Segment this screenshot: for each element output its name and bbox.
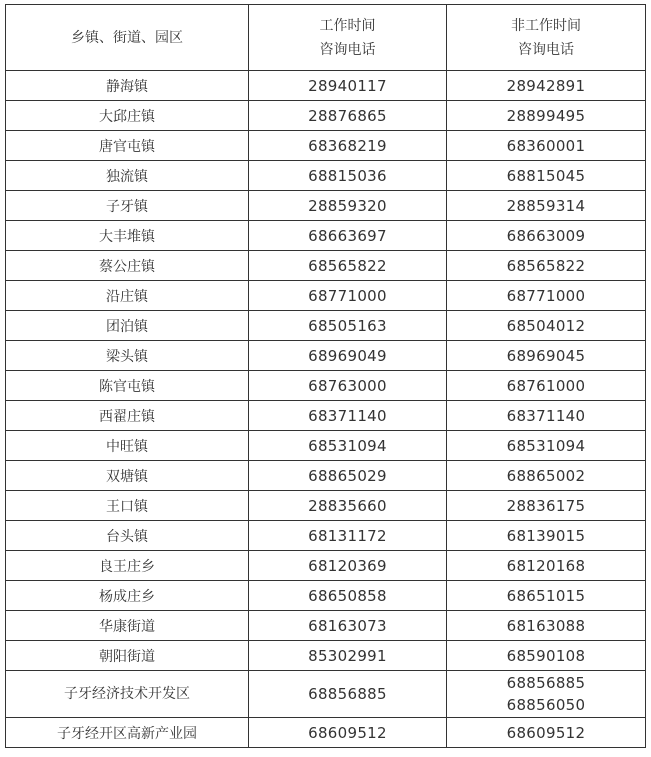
area-cell: 西翟庄镇 bbox=[6, 401, 249, 431]
work-phone-cell: 68131172 bbox=[249, 521, 447, 551]
contact-table bbox=[5, 4, 646, 748]
area-cell: 良王庄乡 bbox=[6, 551, 249, 581]
off-hours-phone-cell bbox=[447, 371, 646, 401]
off-hours-phone: 28942891 bbox=[506, 76, 586, 95]
off-hours-phone-cell bbox=[447, 161, 646, 191]
table-row bbox=[6, 611, 646, 641]
off-hours-phone: 68590108 bbox=[506, 646, 586, 665]
off-hours-phone-cell bbox=[447, 718, 646, 748]
table-row bbox=[6, 461, 646, 491]
off-hours-phone-cell bbox=[447, 341, 646, 371]
off-hours-phone: 68651015 bbox=[506, 586, 586, 605]
area-cell: 沿庄镇 bbox=[6, 281, 249, 311]
table-row bbox=[6, 101, 646, 131]
area-cell: 团泊镇 bbox=[6, 311, 249, 341]
off-hours-phone: 68663009 bbox=[506, 226, 586, 245]
table-row bbox=[6, 431, 646, 461]
work-phone-cell: 68815036 bbox=[249, 161, 447, 191]
work-phone-cell: 68609512 bbox=[249, 718, 447, 748]
work-phone-cell: 68865029 bbox=[249, 461, 447, 491]
off-hours-phone-cell bbox=[447, 581, 646, 611]
work-phone-cell: 85302991 bbox=[249, 641, 447, 671]
area-cell: 子牙镇 bbox=[6, 191, 249, 221]
off-hours-phone-cell bbox=[447, 281, 646, 311]
off-hours-phone-cell bbox=[447, 431, 646, 461]
table-header-row bbox=[6, 5, 646, 71]
work-phone-cell: 68763000 bbox=[249, 371, 447, 401]
header-off-line1: 非工作时间 bbox=[511, 17, 581, 34]
off-hours-phone: 68865002 bbox=[506, 466, 586, 485]
off-hours-phone: 68565822 bbox=[506, 256, 586, 275]
work-phone-cell: 68856885 bbox=[249, 671, 447, 718]
table-body bbox=[6, 71, 646, 748]
header-work-line1: 工作时间 bbox=[319, 17, 376, 34]
work-phone-cell: 28940117 bbox=[249, 71, 447, 101]
table-row bbox=[6, 641, 646, 671]
off-hours-phone: 28836175 bbox=[506, 496, 586, 515]
area-cell: 大丰堆镇 bbox=[6, 221, 249, 251]
off-hours-phone: 68856885 bbox=[506, 674, 586, 692]
area-cell: 梁头镇 bbox=[6, 341, 249, 371]
area-cell: 子牙经济技术开发区 bbox=[6, 671, 249, 718]
off-hours-phone-cell bbox=[447, 461, 646, 491]
off-hours-phone: 68120168 bbox=[506, 556, 586, 575]
off-hours-phone: 68504012 bbox=[506, 316, 586, 335]
off-hours-phone-cell bbox=[447, 611, 646, 641]
area-cell: 唐官屯镇 bbox=[6, 131, 249, 161]
table-row bbox=[6, 371, 646, 401]
table-row bbox=[6, 521, 646, 551]
area-cell: 独流镇 bbox=[6, 161, 249, 191]
off-hours-phone-cell bbox=[447, 101, 646, 131]
table-row bbox=[6, 401, 646, 431]
table-row bbox=[6, 221, 646, 251]
off-hours-phone-cell bbox=[447, 131, 646, 161]
table-row bbox=[6, 251, 646, 281]
off-hours-phone: 68815045 bbox=[506, 166, 586, 185]
work-phone-cell: 28859320 bbox=[249, 191, 447, 221]
area-cell: 蔡公庄镇 bbox=[6, 251, 249, 281]
header-off-line2: 咨询电话 bbox=[518, 41, 574, 58]
work-phone-cell: 68505163 bbox=[249, 311, 447, 341]
off-hours-phone: 68531094 bbox=[506, 436, 586, 455]
area-cell: 大邱庄镇 bbox=[6, 101, 249, 131]
off-hours-phone-cell bbox=[447, 221, 646, 251]
work-phone-cell: 68565822 bbox=[249, 251, 447, 281]
off-hours-phone: 68761000 bbox=[506, 376, 586, 395]
off-hours-phone: 68969045 bbox=[506, 346, 586, 365]
table-row bbox=[6, 161, 646, 191]
area-cell: 陈官屯镇 bbox=[6, 371, 249, 401]
table-row bbox=[6, 491, 646, 521]
work-phone-cell: 68650858 bbox=[249, 581, 447, 611]
off-hours-phone: 28859314 bbox=[506, 196, 586, 215]
area-cell: 子牙经开区高新产业园 bbox=[6, 718, 249, 748]
area-cell: 中旺镇 bbox=[6, 431, 249, 461]
area-cell: 静海镇 bbox=[6, 71, 249, 101]
off-hours-phone: 68371140 bbox=[506, 406, 586, 425]
off-hours-phone: 68360001 bbox=[506, 136, 586, 155]
table-row bbox=[6, 671, 646, 718]
off-hours-phone-cell bbox=[447, 671, 646, 718]
table-row bbox=[6, 71, 646, 101]
off-hours-phone: 68139015 bbox=[506, 526, 586, 545]
off-hours-phone-cell bbox=[447, 521, 646, 551]
work-phone-cell: 28876865 bbox=[249, 101, 447, 131]
table-row bbox=[6, 311, 646, 341]
off-hours-phone-cell bbox=[447, 311, 646, 341]
work-phone-cell: 68371140 bbox=[249, 401, 447, 431]
area-cell: 朝阳街道 bbox=[6, 641, 249, 671]
off-hours-phone: 68856050 bbox=[506, 696, 586, 714]
off-hours-phone-cell bbox=[447, 551, 646, 581]
off-hours-phone: 68609512 bbox=[506, 723, 586, 742]
area-cell: 台头镇 bbox=[6, 521, 249, 551]
table-row bbox=[6, 581, 646, 611]
work-phone-cell: 68663697 bbox=[249, 221, 447, 251]
table-row bbox=[6, 131, 646, 161]
off-hours-phone: 28899495 bbox=[506, 106, 586, 125]
work-phone-cell: 28835660 bbox=[249, 491, 447, 521]
area-cell: 双塘镇 bbox=[6, 461, 249, 491]
work-phone-cell: 68163073 bbox=[249, 611, 447, 641]
off-hours-phone-cell bbox=[447, 71, 646, 101]
off-hours-phone-cell bbox=[447, 251, 646, 281]
off-hours-phone: 68163088 bbox=[506, 616, 586, 635]
header-area: 乡镇、街道、园区 bbox=[6, 5, 249, 71]
table-row bbox=[6, 281, 646, 311]
work-phone-cell: 68531094 bbox=[249, 431, 447, 461]
off-hours-phone-cell bbox=[447, 401, 646, 431]
work-phone-cell: 68771000 bbox=[249, 281, 447, 311]
header-work-hours bbox=[249, 5, 447, 71]
off-hours-phone-cell bbox=[447, 191, 646, 221]
off-hours-phone-cell bbox=[447, 491, 646, 521]
area-cell: 王口镇 bbox=[6, 491, 249, 521]
off-hours-phone-cell bbox=[447, 641, 646, 671]
table-row bbox=[6, 551, 646, 581]
work-phone-cell: 68368219 bbox=[249, 131, 447, 161]
work-phone-cell: 68969049 bbox=[249, 341, 447, 371]
header-work-line2: 咨询电话 bbox=[319, 41, 376, 58]
area-cell: 华康街道 bbox=[6, 611, 249, 641]
work-phone-cell: 68120369 bbox=[249, 551, 447, 581]
table-row bbox=[6, 341, 646, 371]
table-row bbox=[6, 718, 646, 748]
header-off-hours bbox=[447, 5, 646, 71]
area-cell: 杨成庄乡 bbox=[6, 581, 249, 611]
table-row bbox=[6, 191, 646, 221]
off-hours-phone: 68771000 bbox=[506, 286, 586, 305]
